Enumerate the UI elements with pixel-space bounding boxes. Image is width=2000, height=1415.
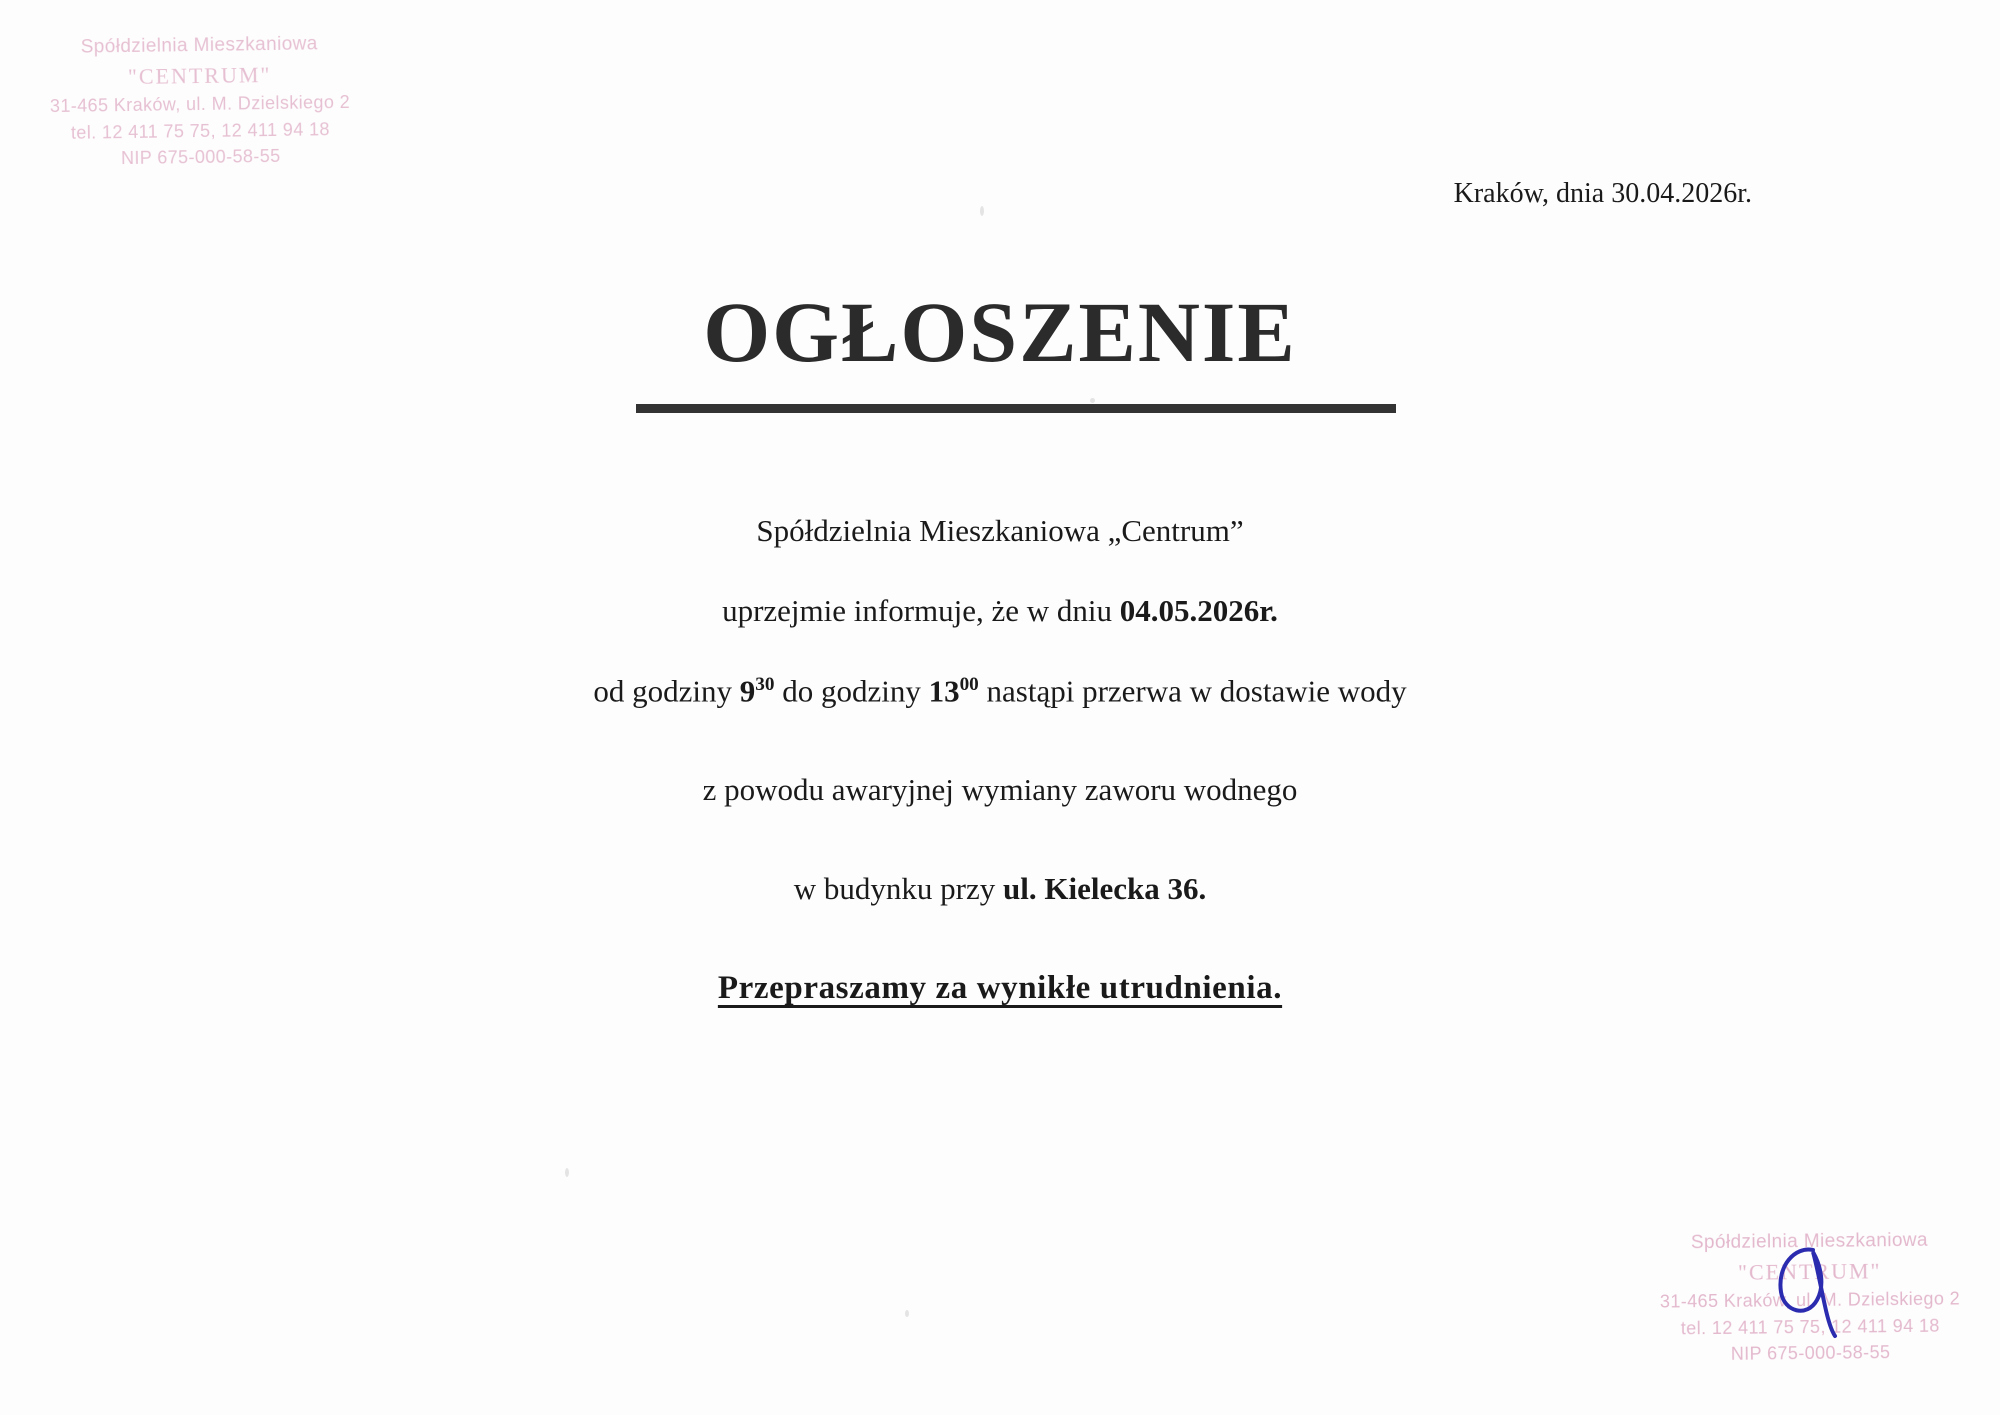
organization-name: Spółdzielnia Mieszkaniowa „Centrum”: [756, 513, 1244, 548]
stamp-line-nip: NIP 675-000-58-55: [120, 145, 281, 168]
announcement-body: [0, 515, 2000, 1054]
footer-stamp-line-name: "CENTRUM": [1737, 1257, 1882, 1285]
title-underline: [636, 404, 1396, 413]
scan-speck: [905, 1310, 909, 1317]
body-line-organization: [0, 515, 2000, 546]
scan-speck: [565, 1168, 569, 1177]
scan-speck: [980, 206, 984, 216]
building-address: ul. Kielecka 36.: [1003, 871, 1207, 907]
time-suffix-text: nastąpi przerwa w dostawie wody: [978, 673, 1407, 709]
page-title: OGŁOSZENIE: [703, 284, 1297, 380]
footer-stamp-line-address: 31-465 Kraków, ul. M. Dzielskiego 2: [1659, 1288, 1961, 1313]
footer-stamp-line-nip: NIP 675-000-58-55: [1730, 1341, 1891, 1364]
time-from-hour: 9: [739, 673, 756, 709]
body-line-info: [0, 595, 2000, 626]
footer-stamp-line-phone: tel. 12 411 75 75, 12 411 94 18: [1680, 1315, 1940, 1338]
scan-speck: [1090, 398, 1095, 403]
stamp-line-phone: tel. 12 411 75 75, 12 411 94 18: [70, 118, 331, 143]
apology-text: Przepraszamy za wynikłe utrudnienia.: [717, 970, 1283, 1007]
time-to-minutes: 00: [959, 674, 979, 695]
time-prefix-text: od godziny: [593, 673, 740, 709]
place-prefix-text: w budynku przy: [793, 871, 1003, 907]
body-line-time: [0, 673, 2000, 709]
body-line-apology: [0, 972, 2000, 1005]
stamp-line-name: "CENTRUM": [127, 61, 272, 89]
body-line-place: [0, 871, 2000, 907]
footer-stamp-line-org: Spółdzielnia Mieszkaniowa: [1690, 1229, 1929, 1254]
body-line-reason: [0, 772, 2000, 808]
header-stamp: [39, 30, 361, 172]
stamp-line-org: Spółdzielnia Mieszkaniowa: [80, 33, 318, 58]
outage-reason: z powodu awaryjnej wymiany zaworu wodnego: [702, 772, 1298, 808]
time-middle-text: do godziny: [774, 673, 929, 709]
footer-stamp: [1649, 1226, 1970, 1367]
outage-date: 04.05.2026r.: [1119, 593, 1278, 628]
time-to-hour: 13: [928, 673, 960, 709]
stamp-line-address: 31-465 Kraków, ul. M. Dzielskiego 2: [49, 92, 351, 117]
date-line: Kraków, dnia 30.04.2026r.: [1453, 178, 1752, 209]
info-prefix-text: uprzejmie informuje, że w dniu: [722, 593, 1120, 628]
time-from-minutes: 30: [755, 674, 775, 695]
